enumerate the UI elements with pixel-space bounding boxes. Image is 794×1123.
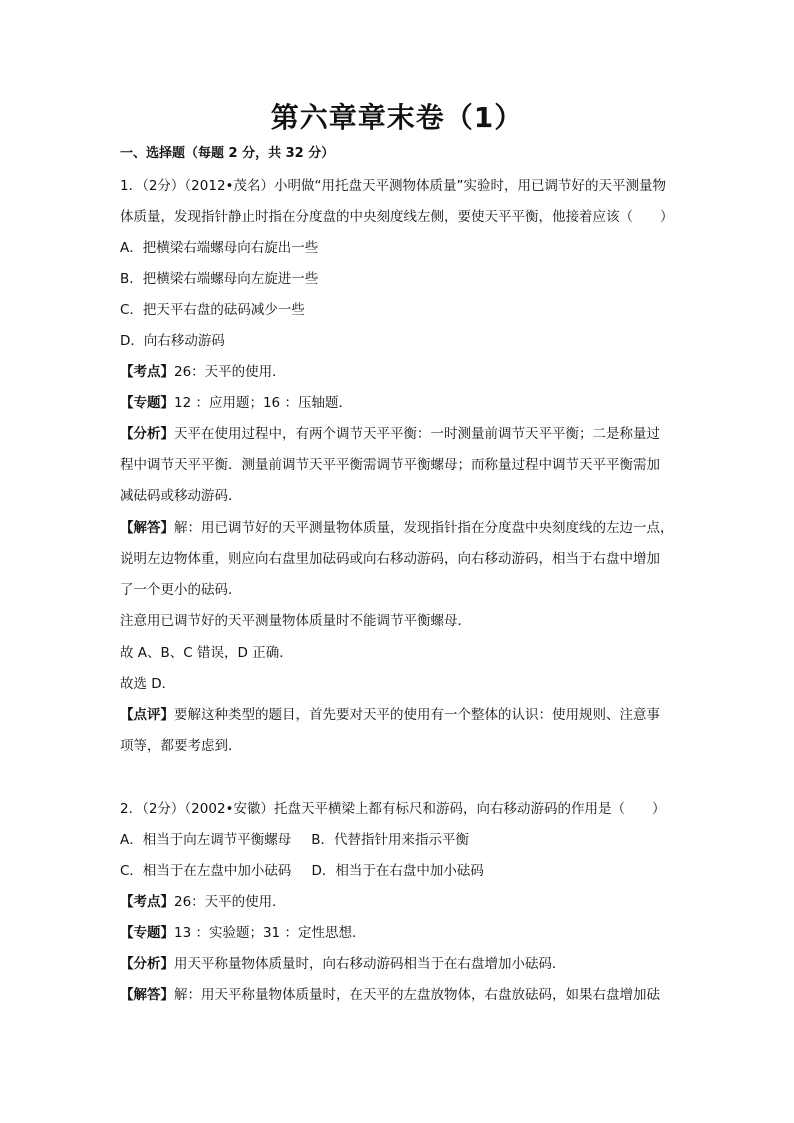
q1-fenxi-line-1 bbox=[120, 424, 680, 444]
q1-zhuanti-text: 12 ：应用题；16 ：压轴题． bbox=[174, 395, 352, 411]
q2-option-a: A．相当于向左调节平衡螺母 bbox=[120, 832, 292, 848]
q2-jieda-tag: 【解答】 bbox=[120, 987, 174, 1003]
q1-kaodian-tag: 【考点】 bbox=[120, 364, 174, 380]
section-heading: 一、选择题（每题 2 分，共 32 分） bbox=[120, 146, 335, 161]
q1-note-line: 注意用已调节好的天平测量物体质量时不能调节平衡螺母． bbox=[120, 613, 471, 629]
q2-option-b: B．代替指针用来指示平衡 bbox=[311, 832, 470, 848]
q1-jieda-text-1: 解：用已调节好的天平测量物体质量，发现指针指在分度盘中央刻度线的左边一点， bbox=[174, 520, 674, 536]
q1-stem-line-2: 体质量，发现指针静止时指在分度盘的中央刻度线左侧，要使天平平衡，他接着应该（ ） bbox=[120, 209, 674, 225]
q1-zhuanti-tag: 【专题】 bbox=[120, 395, 174, 411]
q2-options-row-1 bbox=[120, 830, 680, 850]
q2-kaodian-tag: 【考点】 bbox=[120, 894, 174, 910]
q1-jieda-tag: 【解答】 bbox=[120, 520, 174, 536]
q2-jieda-text-1: 解：用天平称量物体质量时，在天平的左盘放物体，右盘放砝码，如果右盘增加砝 bbox=[174, 987, 660, 1003]
q1-dianping-line-2: 项等，都要考虑到． bbox=[120, 738, 242, 754]
q1-dianping-tag: 【点评】 bbox=[120, 707, 174, 723]
q1-jieda-line-1 bbox=[120, 518, 680, 538]
q1-dianping-text-1: 要解这种类型的题目，首先要对天平的使用有一个整体的认识：使用规则、注意事 bbox=[174, 707, 660, 723]
q2-kaodian-text: 26：天平的使用． bbox=[174, 894, 286, 910]
q1-option-d: D．向右移动游码 bbox=[120, 333, 225, 349]
q2-stem-line-1: 2．（2分）（2002•安徽）托盘天平横梁上都有标尺和游码，向右移动游码的作用是（ ） bbox=[120, 801, 666, 817]
q2-option-d: D．相当于在右盘中加小砝码 bbox=[311, 863, 484, 879]
q1-fenxi-tag: 【分析】 bbox=[120, 426, 174, 442]
q1-fenxi-line-3: 减砝码或移动游码． bbox=[120, 488, 242, 504]
q1-kaodian bbox=[120, 362, 680, 382]
q2-fenxi-text: 用天平称量物体质量时，向右移动游码相当于在右盘增加小砝码． bbox=[174, 956, 566, 972]
q2-fenxi bbox=[120, 954, 680, 974]
q1-fenxi-text-1: 天平在使用过程中，有两个调节天平平衡：一时测量前调节天平平衡；二是称量过 bbox=[174, 426, 660, 442]
q1-conclusion-1: 故 A、B、C 错误，D 正确． bbox=[120, 645, 293, 661]
page-title: 第六章章末卷（1） bbox=[270, 101, 524, 134]
q2-zhuanti-text: 13 ：实验题；31 ：定性思想． bbox=[174, 925, 366, 941]
q1-jieda-line-2: 说明左边物体重，则应向右盘里加砝码或向右移动游码，向右移动游码，相当于右盘中增加 bbox=[120, 551, 660, 567]
q2-options-row-2 bbox=[120, 861, 680, 881]
q1-fenxi-line-2: 程中调节天平平衡．测量前调节天平平衡需调节平衡螺母；而称量过程中调节天平平衡需加 bbox=[120, 457, 660, 473]
q1-dianping-line-1 bbox=[120, 705, 680, 725]
q2-jieda-line-1 bbox=[120, 985, 680, 1005]
q2-option-c: C．相当于在左盘中加小砝码 bbox=[120, 863, 292, 879]
q1-option-c: C．把天平右盘的砝码减少一些 bbox=[120, 302, 305, 318]
q1-option-a: A．把横梁右端螺母向右旋出一些 bbox=[120, 240, 319, 256]
q1-option-b: B．把横梁右端螺母向左旋进一些 bbox=[120, 271, 319, 287]
q2-kaodian bbox=[120, 892, 680, 912]
q1-stem-line-1: 1．（2分）（2012•茂名）小明做“用托盘天平测物体质量”实验时，用已调节好的天平测量物 bbox=[120, 178, 666, 194]
q2-fenxi-tag: 【分析】 bbox=[120, 956, 174, 972]
q1-zhuanti bbox=[120, 393, 680, 413]
q2-zhuanti bbox=[120, 923, 680, 943]
q1-jieda-line-3: 了一个更小的砝码． bbox=[120, 582, 242, 598]
q2-zhuanti-tag: 【专题】 bbox=[120, 925, 174, 941]
q1-conclusion-2: 故选 D． bbox=[120, 676, 176, 692]
q1-kaodian-text: 26：天平的使用． bbox=[174, 364, 286, 380]
